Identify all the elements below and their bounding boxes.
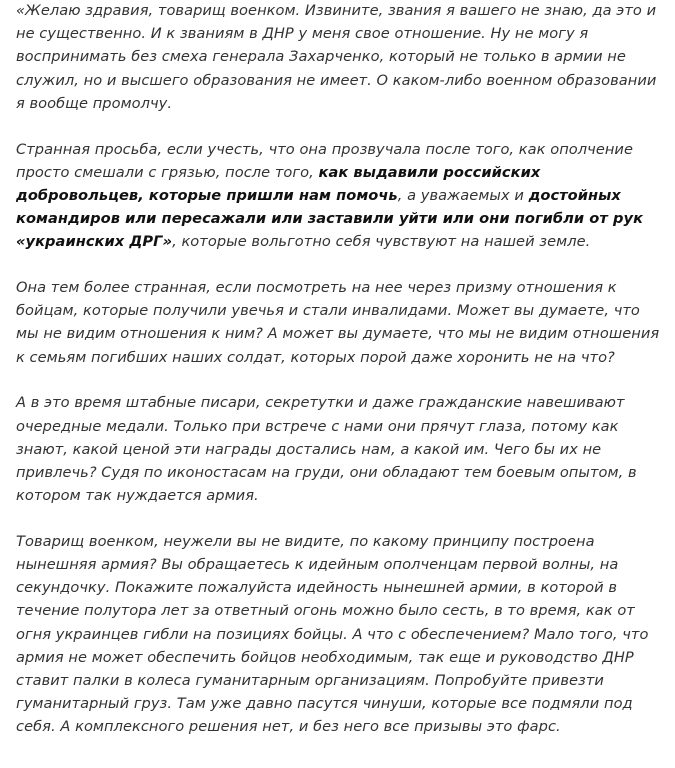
paragraph-text: А в это время штабные писари, секретутки и даже гражданские навешивают очередные медали. Только при встрече с нами они прячут глаза, потому как знают, какой ценой эти награды достались нам, а какой им. Чего бы их не привлечь? Судя по иконостасам на груди, они обладают тем боевым опытом, в котором так нуждается армия. xyxy=(16,394,637,505)
emphasized-text: как выдавили российских добровольцев, которые пришли нам помочь xyxy=(16,163,541,204)
paragraph-text: , которые вольготно себя чувствуют на нашей земле. xyxy=(172,233,591,251)
article-paragraph xyxy=(16,276,664,369)
paragraph-text: Она тем более странная, если посмотреть на нее через призму отношения к бойцам, которые получили увечья и стали инвалидами. Может вы думаете, что мы не видим отношения к ним? А может вы думаете, что мы не видим отношения к семьям погибших наших солдат, которых порой даже хоронить не на что? xyxy=(16,279,660,366)
paragraph-text: «Желаю здравия, товарищ военком. Извините, звания я вашего не знаю, да это и не существенно. И к званиям в ДНР у меня свое отношение. Ну не могу я воспринимать без смеха генерала Захарченко, который не только в армии не служил, но и высшего образования не имеет. О каком-либо военном образовании я вообще промолчу. xyxy=(16,2,657,112)
article-paragraph xyxy=(16,0,664,115)
article-paragraph xyxy=(16,138,664,254)
article-paragraph xyxy=(16,391,664,507)
article-body xyxy=(16,0,664,761)
emphasized-text: достойных командиров или пересажали или заставили уйти или они погибли от рук «украинских ДРГ» xyxy=(16,186,644,251)
article-paragraph xyxy=(16,530,664,739)
paragraph-text: Товарищ военком, неужели вы не видите, по какому принципу построена нынешняя армия? Вы обращаетесь к идейным ополченцам первой волны, на секундочку. Покажите пожалуйста идейность нынешней армии, в которой в течение полутора лет за ответный огонь можно было сесть, в то время, как от огня украинцев гибли на позициях бойцы. А что с обеспечением? Мало того, что армия не может обеспечить бойцов необходимым, так еще и руководство ДНР ставит палки в колеса гуманитарным организациям. Попробуйте привезти гуманитарный груз. Там уже давно пасутся чинуши, которые все подмяли под себя. А комплексного решения нет, и без него все призывы это фарс. xyxy=(16,532,649,736)
paragraph-text: Странная просьба, если учесть, что она прозвучала после того, как ополчение просто смешали с грязью, после того, xyxy=(16,140,634,181)
paragraph-text: , а уважаемых и xyxy=(397,186,529,204)
